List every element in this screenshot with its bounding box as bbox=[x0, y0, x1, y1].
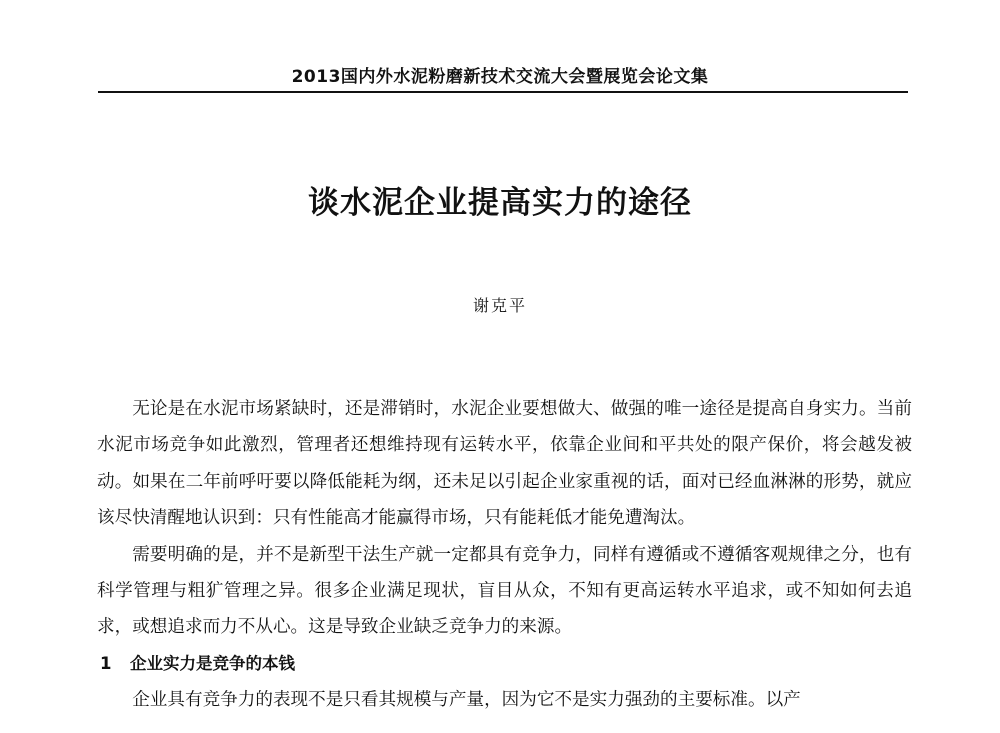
body-paragraph: 需要明确的是，并不是新型干法生产就一定都具有竞争力，同样有遵循或不遵循客观规律之分，也有科学管理与粗犷管理之异。很多企业满足现状，盲目从众，不知有更高运转水平追求，或不知如何去追求，或想追求而力不从心。这是导致企业缺乏竞争力的来源。 bbox=[97, 544, 912, 638]
body-paragraph: 无论是在水泥市场紧缺时，还是滞销时，水泥企业要想做大、做强的唯一途径是提高自身实力。当前水泥市场竞争如此激烈，管理者还想维持现有运转水平，依靠企业间和平共处的限产保价，将会越发被动。如果在二年前呼吁要以降低能耗为纲，还未足以引起企业家重视的话，面对已经血淋淋的形势，就应该尽快清醒地认识到：只有性能高才能赢得市场，只有能耗低才能免遭淘汰。 bbox=[97, 399, 912, 529]
section-heading bbox=[97, 646, 912, 682]
running-header: 2013国内外水泥粉磨新技术交流大会暨展览会论文集 bbox=[291, 67, 709, 87]
article-title: 谈水泥企业提高实力的途径 bbox=[308, 185, 692, 221]
header-rule bbox=[98, 91, 908, 93]
body-paragraph: 企业具有竞争力的表现不是只看其规模与产量，因为它不是实力强劲的主要标准。以产 bbox=[132, 690, 801, 711]
article-body bbox=[97, 391, 912, 719]
section-heading-text: 企业实力是竞争的本钱 bbox=[130, 653, 295, 673]
article-author: 谢克平 bbox=[472, 296, 527, 315]
section-number: 1 bbox=[100, 653, 112, 673]
